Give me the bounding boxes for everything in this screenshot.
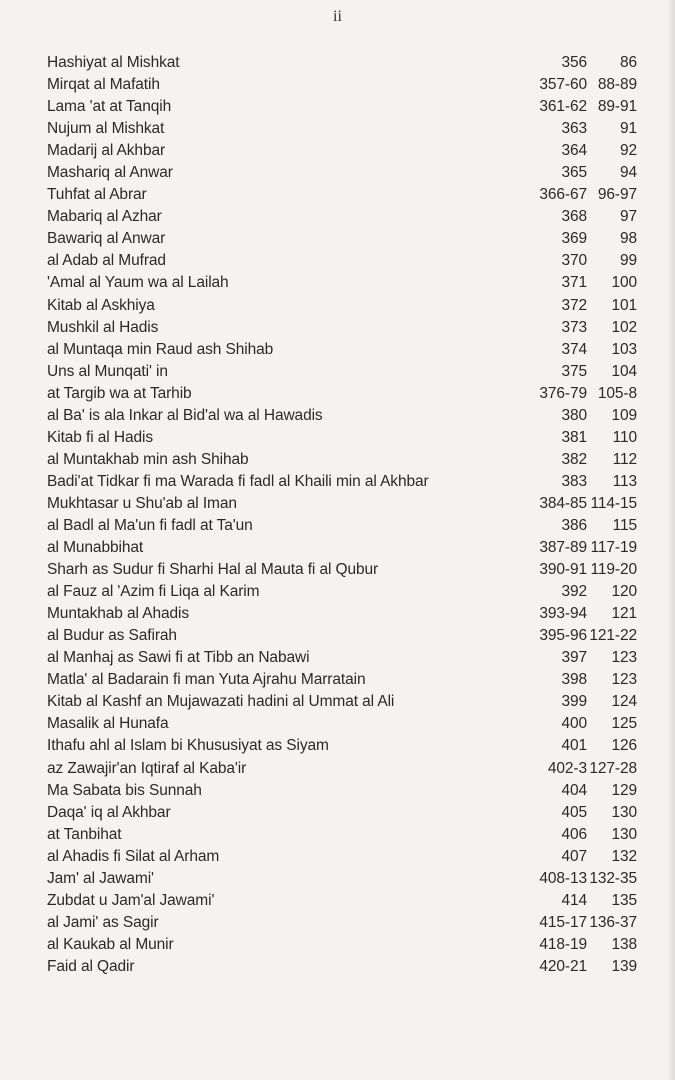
entry-page-original: 363	[561, 120, 587, 138]
toc-row	[47, 140, 637, 162]
entry-page-original: 361-62	[539, 98, 587, 116]
entry-page-original: 408-13	[539, 869, 587, 887]
entry-page-translation: 104	[611, 362, 637, 380]
toc-row	[47, 758, 637, 780]
entry-page-original: 380	[561, 406, 587, 424]
entry-page-translation: 88-89	[597, 76, 637, 94]
entry-page-original: 368	[561, 208, 587, 226]
entry-page-original: 372	[561, 296, 587, 314]
entry-page-original: 415-17	[539, 913, 587, 931]
entry-page-original: 418-19	[539, 935, 587, 953]
entry-page-translation: 102	[611, 318, 637, 336]
entry-page-translation: 117-19	[590, 539, 637, 557]
toc-row	[47, 250, 637, 272]
entry-page-translation: 135	[611, 891, 637, 909]
entry-page-original: 420-21	[539, 957, 587, 975]
entry-title: al Ba' is ala Inkar al Bid'al wa al Hawadis	[47, 406, 323, 424]
entry-title: Kitab fi al Hadis	[47, 428, 153, 446]
entry-title: Madarij al Akhbar	[47, 142, 166, 160]
entry-page-original: 375	[561, 362, 587, 380]
entry-page-translation: 121-22	[589, 627, 637, 645]
entry-page-translation: 123	[611, 671, 637, 689]
entry-title: Nujum al Mishkat	[47, 120, 165, 138]
entry-title: Bawariq al Anwar	[47, 230, 166, 248]
entry-title: Zubdat u Jam'al Jawami'	[47, 891, 215, 909]
entry-title: Tuhfat al Abrar	[47, 186, 147, 204]
entry-page-original: 356	[561, 54, 587, 71]
entry-title: al Fauz al 'Azim fi Liqa al Karim	[47, 583, 260, 601]
entry-title: al Kaukab al Munir	[47, 935, 174, 953]
toc-row	[47, 647, 637, 669]
toc-row	[47, 449, 637, 471]
entry-page-translation: 105-8	[597, 384, 637, 402]
entry-title: Mabariq al Azhar	[47, 208, 162, 226]
entry-page-original: 395-96	[539, 627, 587, 645]
entry-page-translation: 125	[611, 715, 637, 733]
toc-row	[47, 118, 637, 140]
entry-page-translation: 101	[611, 296, 637, 314]
entry-page-original: 386	[561, 516, 587, 534]
entry-page-translation: 115	[612, 516, 637, 534]
entry-page-translation: 94	[619, 164, 637, 182]
entry-page-translation: 126	[611, 737, 637, 755]
toc-row	[47, 824, 637, 846]
entry-page-original: 402-3	[547, 759, 587, 777]
entry-page-translation: 110	[612, 428, 637, 446]
entry-page-translation: 86	[619, 54, 637, 71]
entry-title: Lama 'at at Tanqih	[47, 98, 172, 116]
entry-page-translation: 114-15	[590, 494, 637, 512]
toc-row	[47, 405, 637, 427]
toc-row	[47, 780, 637, 802]
entry-page-translation: 109	[611, 406, 637, 424]
toc-row	[47, 625, 637, 647]
entry-title: Mashariq al Anwar	[47, 164, 173, 182]
entry-page-original: 357-60	[539, 76, 587, 94]
entry-title: Ithafu ahl al Islam bi Khususiyat as Siyam	[47, 737, 329, 755]
entry-page-translation: 124	[611, 693, 637, 711]
entry-page-translation: 136-37	[589, 913, 637, 931]
entry-page-original: 414	[561, 891, 587, 909]
toc-row	[47, 339, 637, 361]
entry-title: Mukhtasar u Shu'ab al Iman	[47, 494, 237, 512]
toc-row	[47, 74, 637, 96]
toc-row	[47, 317, 637, 339]
entry-page-translation: 99	[619, 252, 637, 270]
entry-page-translation: 113	[612, 472, 637, 490]
entry-page-translation: 89-91	[597, 98, 637, 116]
entry-page-translation: 120	[611, 583, 637, 601]
entry-page-original: 400	[561, 715, 587, 733]
page-edge-shadow	[667, 0, 675, 1080]
toc-row	[47, 537, 637, 559]
entry-page-original: 387-89	[539, 539, 587, 557]
entry-page-translation: 130	[611, 803, 637, 821]
toc-row	[47, 956, 637, 978]
toc-row	[47, 713, 637, 735]
entry-page-translation: 96-97	[597, 186, 637, 204]
entry-title: Daqa' iq al Akhbar	[47, 803, 171, 821]
toc-row	[47, 868, 637, 890]
entry-page-original: 384-85	[539, 494, 587, 512]
entry-page-original: 364	[561, 142, 587, 160]
entry-page-original: 392	[561, 583, 587, 601]
toc-row	[47, 96, 637, 118]
entry-title: Kitab al Kashf an Mujawazati hadini al Ummat al Ali	[47, 693, 395, 711]
toc-row	[47, 802, 637, 824]
toc-row	[47, 228, 637, 250]
entry-page-translation: 139	[611, 957, 637, 975]
toc-row	[47, 515, 637, 537]
toc-row	[47, 890, 637, 912]
entry-page-original: 401	[561, 737, 587, 755]
toc-row	[47, 912, 637, 934]
entry-page-original: 369	[561, 230, 587, 248]
entry-title: Ma Sabata bis Sunnah	[47, 781, 202, 799]
entry-page-translation: 123	[611, 649, 637, 667]
entry-title: Jam' al Jawami'	[47, 869, 154, 887]
entry-page-original: 399	[561, 693, 587, 711]
entry-page-translation: 100	[611, 274, 637, 292]
entry-title: Hashiyat al Mishkat	[47, 54, 180, 71]
entry-title: al Muntakhab min ash Shihab	[47, 450, 249, 468]
entry-title: Mushkil al Hadis	[47, 318, 159, 336]
entry-page-original: 365	[561, 164, 587, 182]
toc-row	[47, 471, 637, 493]
toc-row	[47, 427, 637, 449]
entry-title: Kitab al Askhiya	[47, 296, 155, 314]
entry-page-original: 383	[561, 472, 587, 490]
entry-title: az Zawajir'an Iqtiraf al Kaba'ir	[47, 759, 247, 777]
entry-page-original: 370	[561, 252, 587, 270]
page-number: ii	[333, 8, 342, 25]
table-of-contents	[47, 52, 637, 978]
entry-title: 'Amal al Yaum wa al Lailah	[47, 274, 229, 292]
entry-page-original: 397	[561, 649, 587, 667]
toc-row	[47, 52, 637, 74]
entry-title: al Muntaqa min Raud ash Shihab	[47, 340, 274, 358]
entry-title: al Jami' as Sagir	[47, 913, 159, 931]
toc-row	[47, 934, 637, 956]
toc-row	[47, 184, 637, 206]
entry-title: al Adab al Mufrad	[47, 252, 166, 270]
entry-title: Masalik al Hunafa	[47, 715, 169, 733]
entry-page-original: 366-67	[539, 186, 587, 204]
entry-page-translation: 138	[611, 935, 637, 953]
entry-title: al Ahadis fi Silat al Arham	[47, 847, 220, 865]
entry-page-original: 390-91	[539, 561, 587, 579]
entry-page-original: 376-79	[539, 384, 587, 402]
entry-title: Muntakhab al Ahadis	[47, 605, 190, 623]
entry-page-translation: 127-28	[589, 759, 637, 777]
entry-page-translation: 98	[619, 230, 637, 248]
entry-page-translation: 132-35	[589, 869, 637, 887]
entry-title: Matla' al Badarain fi man Yuta Ajrahu Marratain	[47, 671, 366, 689]
entry-page-original: 373	[561, 318, 587, 336]
entry-title: Faid al Qadir	[47, 957, 135, 975]
entry-page-translation: 112	[612, 450, 637, 468]
entry-page-original: 398	[561, 671, 587, 689]
toc-row	[47, 206, 637, 228]
entry-page-translation: 121	[611, 605, 637, 623]
toc-row	[47, 383, 637, 405]
entry-page-original: 405	[561, 803, 587, 821]
toc-row	[47, 846, 637, 868]
entry-title: al Manhaj as Sawi fi at Tibb an Nabawi	[47, 649, 310, 667]
toc-row	[47, 669, 637, 691]
toc-row	[47, 559, 637, 581]
entry-page-translation: 129	[611, 781, 637, 799]
toc-row	[47, 691, 637, 713]
entry-title: Sharh as Sudur fi Sharhi Hal al Mauta fi al Qubur	[47, 561, 379, 579]
entry-page-original: 406	[561, 825, 587, 843]
toc-row	[47, 272, 637, 294]
entry-page-translation: 91	[619, 120, 637, 138]
entry-page-translation: 103	[611, 340, 637, 358]
toc-row	[47, 493, 637, 515]
entry-page-original: 371	[561, 274, 587, 292]
entry-page-translation: 132	[611, 847, 637, 865]
entry-page-original: 374	[561, 340, 587, 358]
toc-row	[47, 361, 637, 383]
entry-title: at Tanbihat	[47, 825, 122, 843]
toc-row	[47, 581, 637, 603]
toc-row	[47, 162, 637, 184]
entry-page-original: 382	[561, 450, 587, 468]
toc-row	[47, 295, 637, 317]
entry-page-original: 404	[561, 781, 587, 799]
entry-page-original: 393-94	[539, 605, 587, 623]
entry-page-translation: 97	[619, 208, 637, 226]
entry-page-translation: 92	[619, 142, 637, 160]
toc-row	[47, 735, 637, 757]
entry-page-original: 407	[561, 847, 587, 865]
entry-title: al Badl al Ma'un fi fadl at Ta'un	[47, 516, 253, 534]
entry-title: Mirqat al Mafatih	[47, 76, 160, 94]
toc-row	[47, 603, 637, 625]
entry-page-translation: 119-20	[590, 561, 637, 579]
entry-title: at Targib wa at Tarhib	[47, 384, 192, 402]
entry-title: al Budur as Safirah	[47, 627, 177, 645]
entry-title: Badi'at Tidkar fi ma Warada fi fadl al Khaili min al Akhbar	[47, 472, 429, 490]
entry-page-original: 381	[561, 428, 587, 446]
entry-title: Uns al Munqati' in	[47, 362, 168, 380]
entry-page-translation: 130	[611, 825, 637, 843]
entry-title: al Munabbihat	[47, 539, 144, 557]
